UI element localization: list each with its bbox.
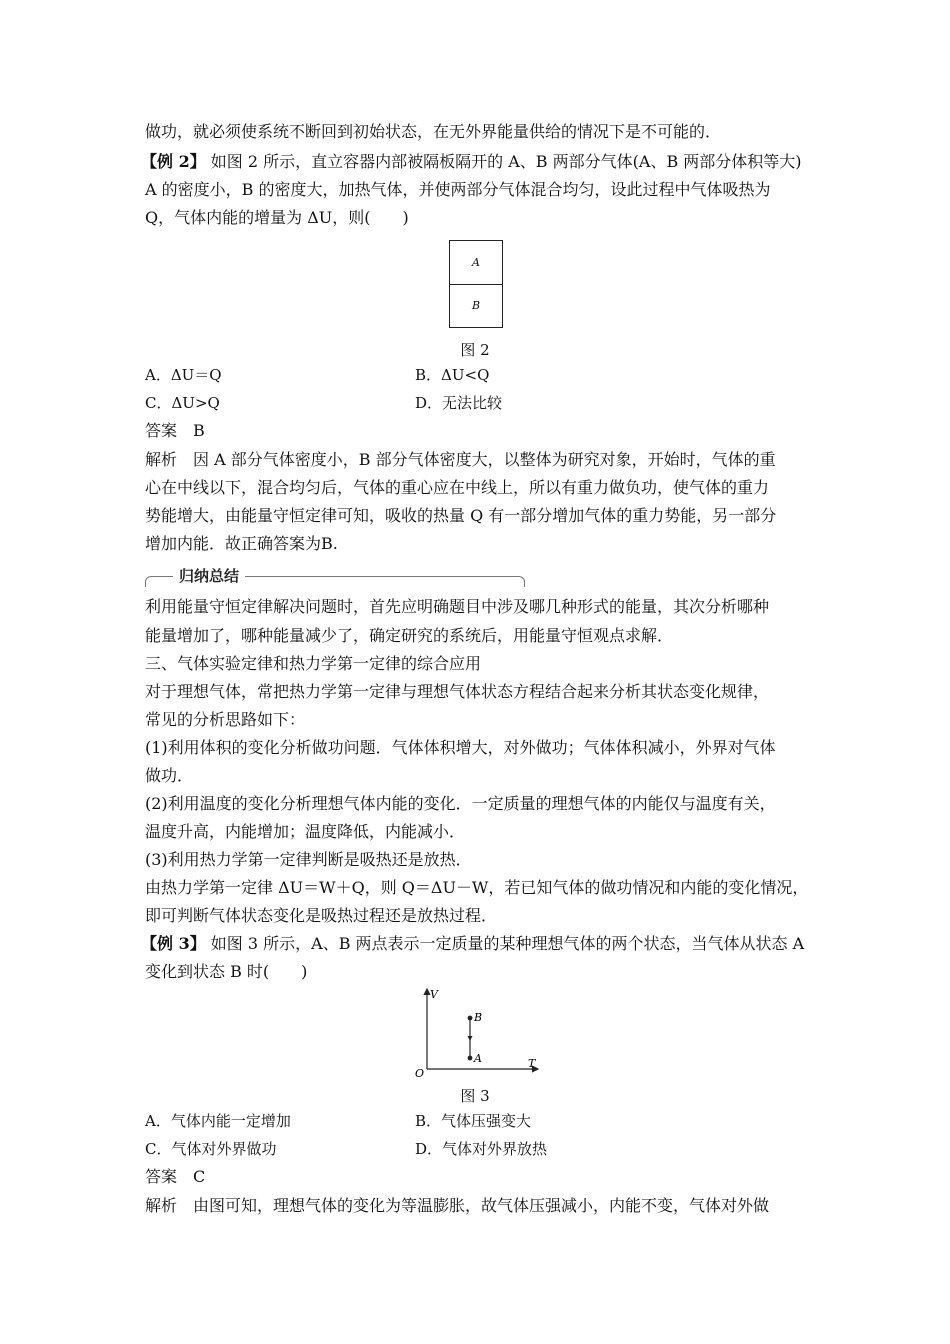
figure-3-vt-graph xyxy=(410,984,550,1080)
paragraph-line: (3)利用热力学第一定律判断是吸热还是放热． xyxy=(145,850,472,869)
text-line: 做功，就必须使系统不断回到初始状态，在无外界能量供给的情况下是不可能的． xyxy=(145,122,722,141)
option-a: A．气体内能一定增加 xyxy=(145,1112,291,1130)
v-axis-label: V xyxy=(430,988,438,1001)
paragraph-line: (1)利用体积的变化分析做功问题．气体体积增大，对外做功；气体体积减小，外界对气体 xyxy=(145,738,776,757)
paragraph-line: (2)利用温度的变化分析理想气体内能的变化．一定质量的理想气体的内能仅与温度有关， xyxy=(145,794,776,813)
option-a: A．ΔU＝Q xyxy=(145,366,222,384)
section-heading: 三、气体实验定律和热力学第一定律的综合应用 xyxy=(145,654,482,673)
point-a xyxy=(468,1056,473,1061)
option-c: C．气体对外界做功 xyxy=(145,1140,277,1158)
option-d: D．无法比较 xyxy=(415,394,503,412)
paragraph-line: 由热力学第一定律 ΔU＝W＋Q，则 Q＝ΔU－W，若已知气体的做功情况和内能的变化情况， xyxy=(145,878,809,897)
figure-2-caption: 图 2 xyxy=(460,341,490,359)
paragraph-line: 温度升高，内能增加；温度降低，内能减小． xyxy=(145,822,466,841)
example-2-line-2: A 的密度小，B 的密度大，加热气体，并使两部分气体混合均匀，设此过程中气体吸热为 xyxy=(145,180,771,199)
example-tag: 【例 2】 xyxy=(141,152,206,171)
point-b xyxy=(468,1016,473,1021)
gas-a-compartment: A xyxy=(450,241,502,285)
example-text: 如图 3 所示，A、B 两点表示一定质量的某种理想气体的两个状态，当气体从状态 A xyxy=(205,934,805,953)
option-b: B．ΔU<Q xyxy=(415,366,490,384)
point-a-label: A xyxy=(474,1052,482,1065)
analysis-2-line-3: 势能增大，由能量守恒定律可知，吸收的热量 Q 有一部分增加气体的重力势能，另一部分 xyxy=(145,506,777,525)
option-b: B．气体压强变大 xyxy=(415,1112,532,1130)
example-2-line-3: Q，气体内能的增量为 ΔU，则( ) xyxy=(145,208,409,227)
point-b-label: B xyxy=(474,1011,483,1024)
answer-3: 答案 C xyxy=(145,1167,206,1186)
paragraph-line: 常见的分析思路如下： xyxy=(145,710,306,729)
answer-2: 答案 B xyxy=(145,421,205,440)
option-c: C．ΔU>Q xyxy=(145,394,220,412)
analysis-3-line-1: 解析 由图可知，理想气体的变化为等温膨胀，故气体压强减小，内能不变，气体对外做 xyxy=(145,1196,770,1215)
paragraph-line: 对于理想气体，常把热力学第一定律与理想气体状态方程结合起来分析其状态变化规律， xyxy=(145,682,770,701)
figure-3-caption: 图 3 xyxy=(460,1087,490,1105)
figure-2-container xyxy=(449,240,503,328)
paragraph-line: 即可判断气体状态变化是吸热过程还是放热过程． xyxy=(145,906,498,925)
paragraph-line: 做功． xyxy=(145,766,194,785)
gas-b-compartment: B xyxy=(471,299,481,312)
origin-label: O xyxy=(415,1067,425,1080)
summary-header xyxy=(145,566,525,588)
example-2-line-1 xyxy=(141,151,802,173)
summary-label: 归纳总结 xyxy=(173,566,245,586)
example-tag: 【例 3】 xyxy=(141,934,206,953)
option-d: D．气体对外界放热 xyxy=(415,1140,548,1158)
example-3-line-1 xyxy=(141,933,804,955)
summary-line-2: 能量增加了，哪种能量减少了，确定研究的系统后，用能量守恒观点求解． xyxy=(145,626,674,645)
summary-line-1: 利用能量守恒定律解决问题时，首先应明确题目中涉及哪几种形式的能量，其次分析哪种 xyxy=(145,597,770,616)
analysis-2-line-1: 解析 因 A 部分气体密度小，B 部分气体密度大，以整体为研究对象，开始时，气体的重 xyxy=(145,450,776,469)
analysis-2-line-2: 心在中线以下，混合均匀后，气体的重心应在中线上，所以有重力做负功，使气体的重力 xyxy=(145,478,770,497)
analysis-2-line-4: 增加内能．故正确答案为B. xyxy=(145,534,338,553)
example-3-line-2: 变化到状态 B 时( ) xyxy=(145,962,308,981)
direction-arrow xyxy=(468,1036,473,1041)
example-text: 如图 2 所示，直立容器内部被隔板隔开的 A、B 两部分气体(A、B 两部分体积等大) xyxy=(205,152,802,171)
t-axis-label: T xyxy=(528,1057,536,1070)
